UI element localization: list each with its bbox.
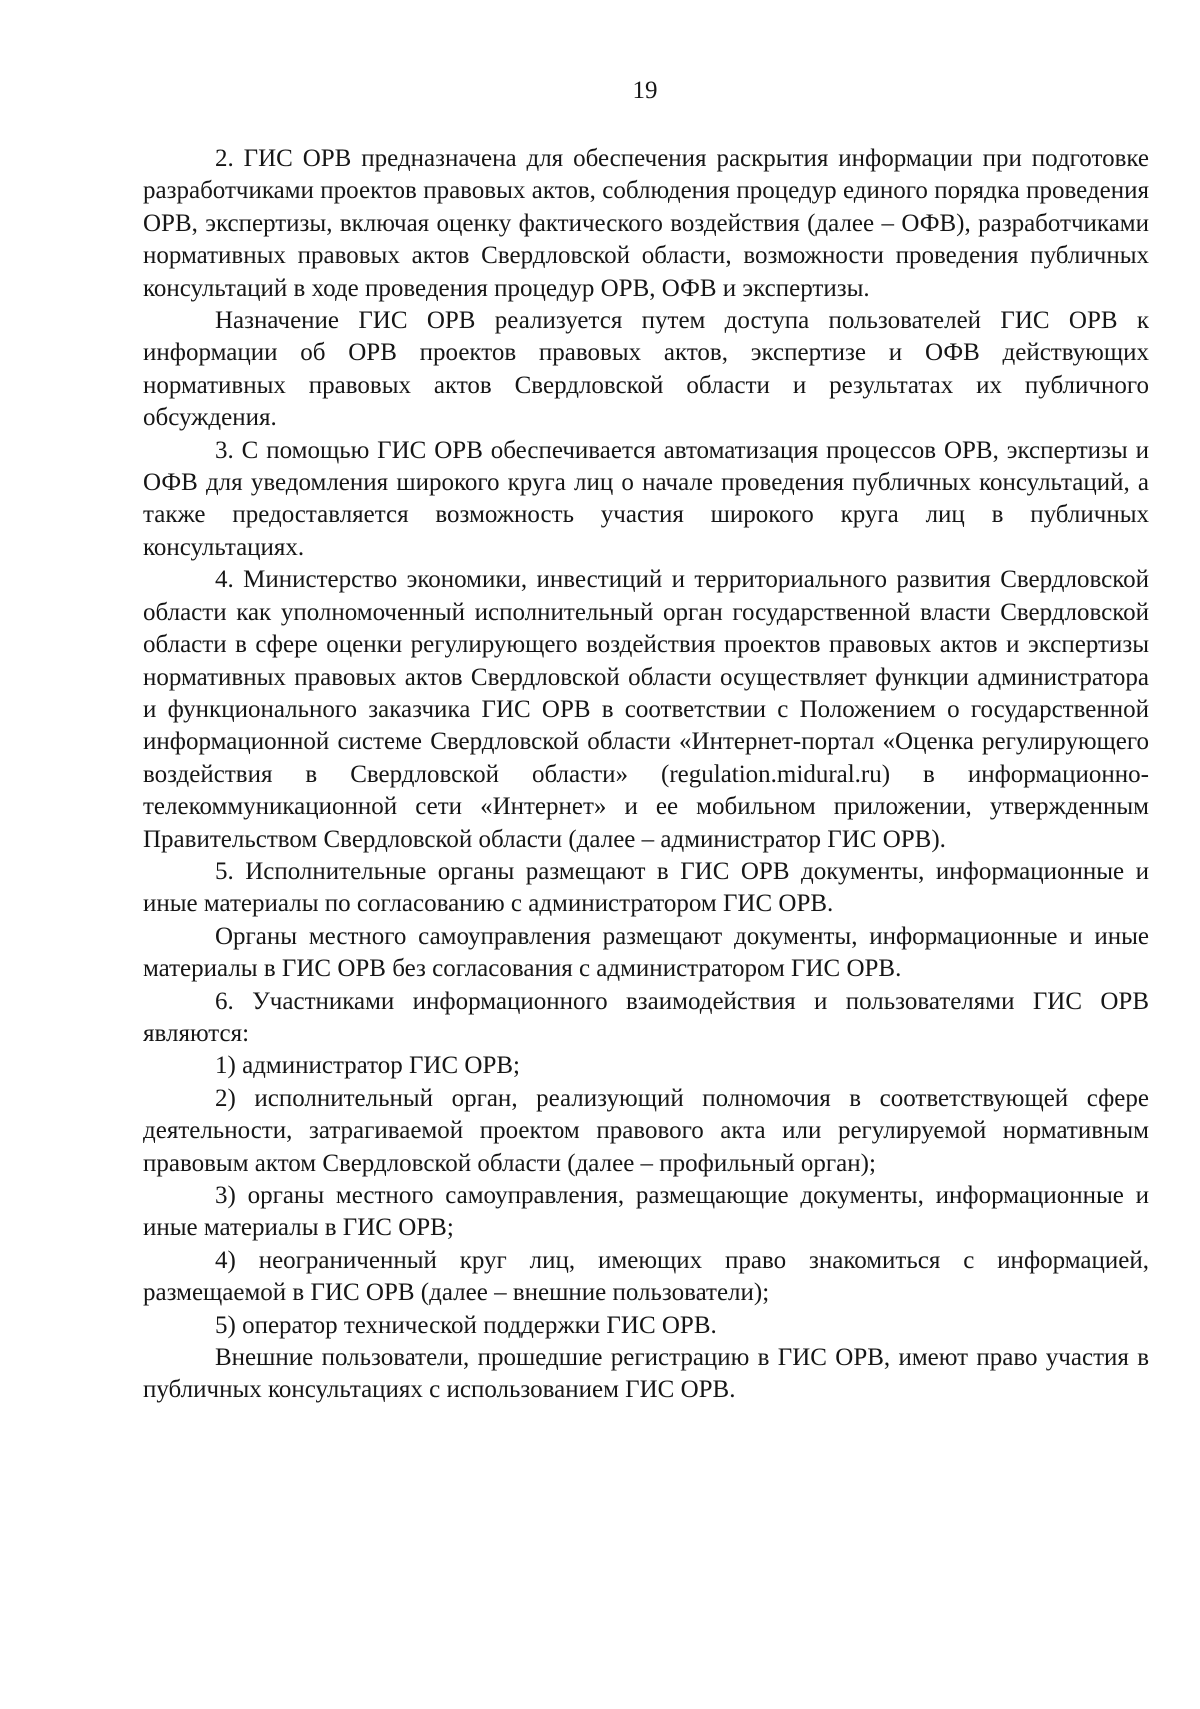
list-item-3-local-government: 3) органы местного самоуправления, размещающие документы, информационные и иные материалы в ГИС ОРВ; xyxy=(143,1182,1149,1242)
paragraph-local-government: Органы местного самоуправления размещают документы, информационные и иные материалы в ГИС ОРВ без согласования с администратором ГИС ОРВ. xyxy=(143,922,1149,983)
paragraph-item-5-executive-bodies: 5. Исполнительные органы размещают в ГИС ОРВ документы, информационные и иные материалы по согласованию с администратором ГИС ОРВ. xyxy=(143,857,1149,918)
list-item-5-support-operator: 5) оператор технической поддержки ГИС ОРВ. xyxy=(215,1311,717,1339)
paragraph-item-2-purpose: 2. ГИС ОРВ предназначена для обеспечения раскрытия информации при подготовке разработчиками проектов правовых актов, соблюдения процедур единого порядка проведения ОРВ, экспертизы, включая оценку фактического воздействия (далее – ОФВ), разработчиками нормативных правовых актов Свердловской области, возможности проведения публичных консультаций в ходе проведения процедур ОРВ, ОФВ и экспертизы. xyxy=(143,145,1149,302)
paragraph-item-3-automation: 3. С помощью ГИС ОРВ обеспечивается автоматизация процессов ОРВ, экспертизы и ОФВ для уведомления широкого круга лиц о начале проведения публичных консультаций, а также предоставляется возможность участия широкого круга лиц в публичных консультациях. xyxy=(143,436,1149,561)
paragraph-purpose-implementation: Назначение ГИС ОРВ реализуется путем доступа пользователей ГИС ОРВ к информации об ОРВ проектов правовых актов, экспертизе и ОФВ действующих нормативных правовых актов Свердловской области и результатах их публичного обсуждения. xyxy=(143,307,1149,432)
paragraph-item-4-ministry: 4. Министерство экономики, инвестиций и территориального развития Свердловской области как уполномоченный исполнительный орган государственной власти Свердловской области в сфере оценки регулирующего воздействия проектов правовых актов и экспертизы нормативных правовых актов Свердловской области осуществляет функции администратора и функционального заказчика ГИС ОРВ в соответствии с Положением о государственной информационной системе Свердловской области «Интернет-портал «Оценка регулирующего воздействия в Свердловской области» (regulation.midural.ru) в информационно-телекоммуникационной сети «Интернет» и ее мобильном приложении, утвержденным Правительством Свердловской области (далее – администратор ГИС ОРВ). xyxy=(143,566,1149,853)
paragraph-external-users-rights: Внешние пользователи, прошедшие регистрацию в ГИС ОРВ, имеют право участия в публичных консультациях с использованием ГИС ОРВ. xyxy=(143,1344,1149,1404)
paragraph-item-6-participants: 6. Участниками информационного взаимодействия и пользователями ГИС ОРВ являются: xyxy=(143,987,1149,1047)
page-number: 19 xyxy=(632,77,658,104)
list-item-2-profile-body: 2) исполнительный орган, реализующий полномочия в соответствующей сфере деятельности, затрагиваемой проектом правового акта или регулируемой нормативным правовым актом Свердловской области (далее – профильный орган); xyxy=(143,1084,1149,1177)
list-item-4-external-users: 4) неограниченный круг лиц, имеющих право знакомиться с информацией, размещаемой в ГИС ОРВ (далее – внешние пользователи); xyxy=(143,1246,1149,1307)
document-body xyxy=(143,143,1149,1407)
list-item-1-administrator: 1) администратор ГИС ОРВ; xyxy=(215,1052,520,1080)
